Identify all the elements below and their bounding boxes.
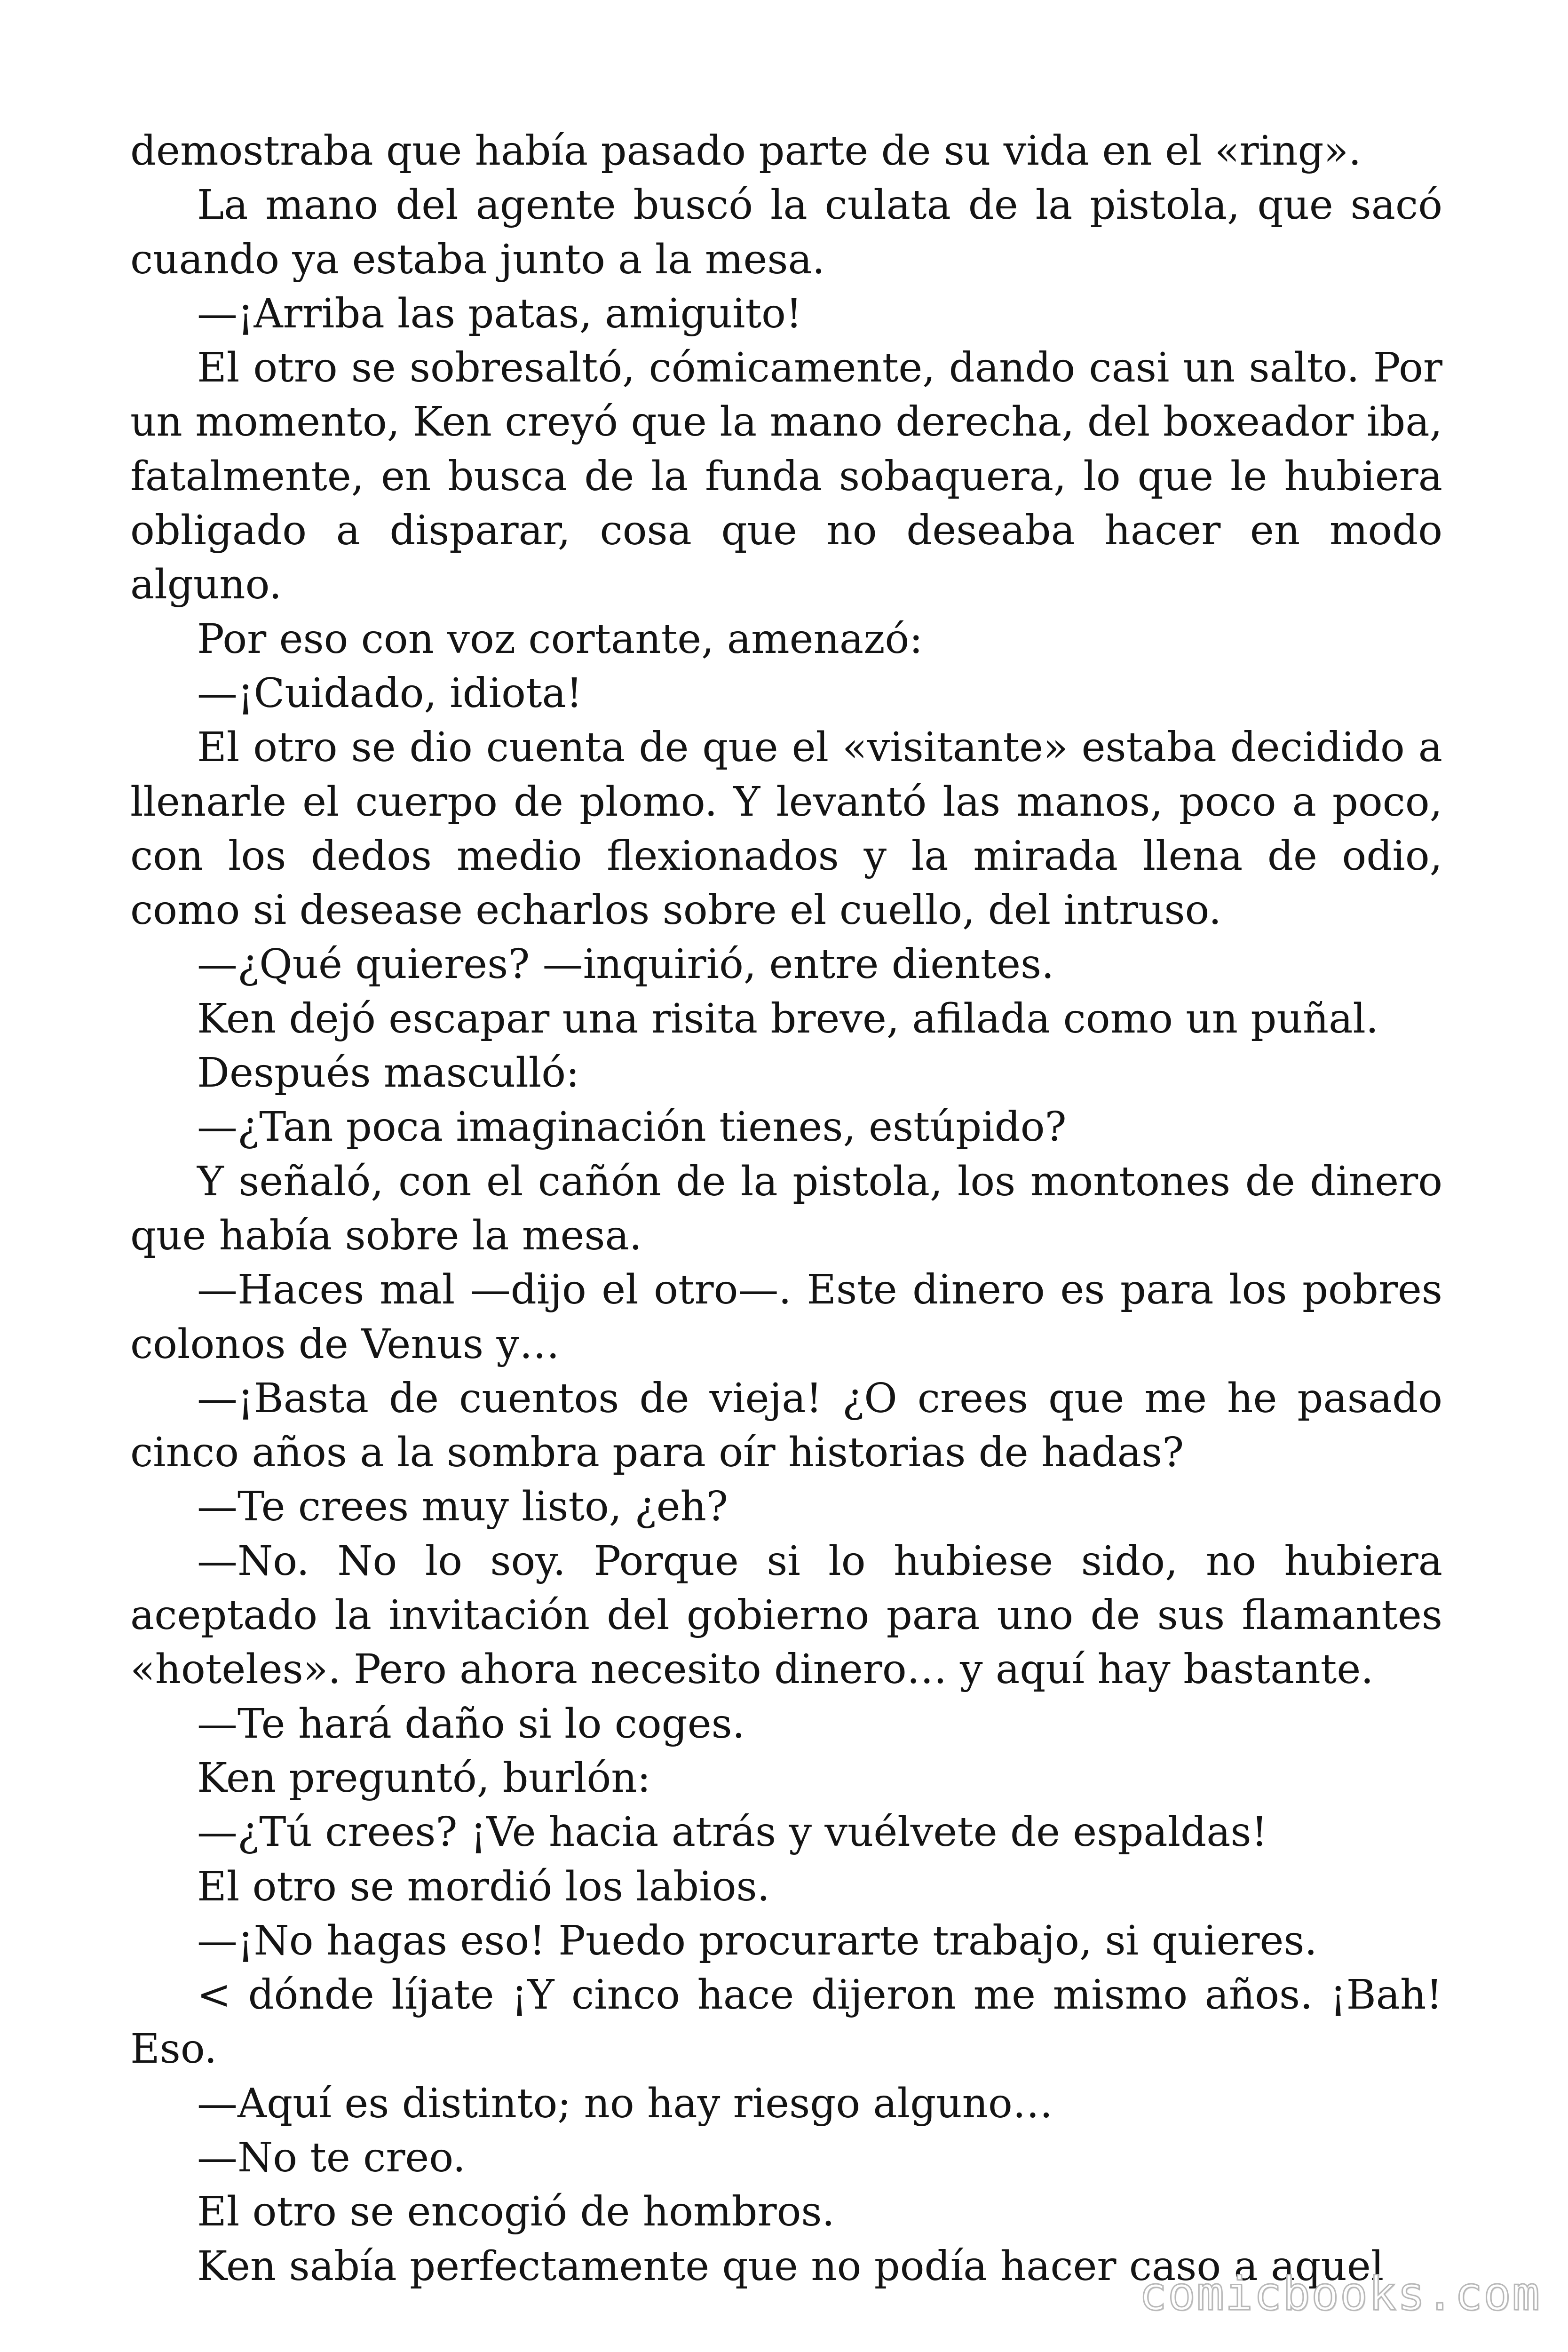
dialogue-line: —¿Qué quieres? —inquirió, entre dientes. <box>197 941 1054 988</box>
paragraph: La mano del agente buscó la culata de la pistola, que sacó cuando ya estaba junto a la mesa. <box>130 182 1442 283</box>
page-text <box>130 124 1442 2294</box>
dialogue-line: —No. No lo soy. Porque si lo hubiese sido, no hubiera aceptado la invitación del gobierno para uno de sus flamantes «hoteles». Pero ahora necesito dinero… y aquí hay bastante. <box>130 1537 1442 1693</box>
dialogue-line: —Te hará daño si lo coges. <box>197 1700 745 1748</box>
dialogue-line: —Te crees muy listo, ¿eh? <box>197 1483 728 1531</box>
dialogue-line: —¡Cuidado, idiota! <box>197 669 583 717</box>
dialogue-line: —Haces mal —dijo el otro—. Este dinero es para los pobres colonos de Venus y… <box>130 1266 1442 1368</box>
watermark: comicbooks.com <box>1139 2267 1541 2321</box>
paragraph: El otro se encogió de hombros. <box>197 2188 835 2236</box>
paragraph: Ken sabía perfectamente que no podía hacer caso a aquel <box>197 2242 1384 2290</box>
paragraph: Ken preguntó, burlón: <box>197 1754 651 1802</box>
paragraph: El otro se sobresaltó, cómicamente, dando casi un salto. Por un momento, Ken creyó que la mano derecha, del boxeador iba, fatalmente, en busca de la funda sobaquera, lo que le hubiera obligado a disparar, cosa que no deseaba hacer en modo alguno. <box>130 344 1442 609</box>
paragraph: Y señaló, con el cañón de la pistola, los montones de dinero que había sobre la mesa. <box>130 1158 1442 1259</box>
paragraph: Ken dejó escapar una risita breve, afilada como un puñal. <box>197 995 1379 1042</box>
paragraph: Después masculló: <box>197 1049 580 1097</box>
dialogue-line: —Aquí es distinto; no hay riesgo alguno… <box>197 2080 1053 2127</box>
paragraph: El otro se dio cuenta de que el «visitante» estaba decidido a llenarle el cuerpo de plomo. Y levantó las manos, poco a poco, con los dedos medio flexionados y la mirada llena de odio, como si desease echarlos sobre el cuello, del intruso. <box>130 724 1442 934</box>
paragraph-continuation: demostraba que había pasado parte de su vida en el «ring». <box>130 127 1362 175</box>
dialogue-line: —No te creo. <box>197 2134 466 2181</box>
garbled-line: < dónde líjate ¡Y cinco hace dijeron me mismo años. ¡Bah! Eso. <box>130 1971 1442 2073</box>
dialogue-line: —¿Tan poca imaginación tienes, estúpido? <box>197 1104 1067 1151</box>
dialogue-line: —¡Arriba las patas, amiguito! <box>197 290 802 337</box>
dialogue-line: —¿Tú crees? ¡Ve hacia atrás y vuélvete de espaldas! <box>197 1809 1268 1856</box>
paragraph: Por eso con voz cortante, amenazó: <box>197 615 923 663</box>
dialogue-line: —¡No hagas eso! Puedo procurarte trabajo, si quieres. <box>197 1917 1317 1964</box>
paragraph: El otro se mordió los labios. <box>197 1863 770 1910</box>
dialogue-line: —¡Basta de cuentos de vieja! ¿O crees que me he pasado cinco años a la sombra para oír historias de hadas? <box>130 1375 1442 1477</box>
